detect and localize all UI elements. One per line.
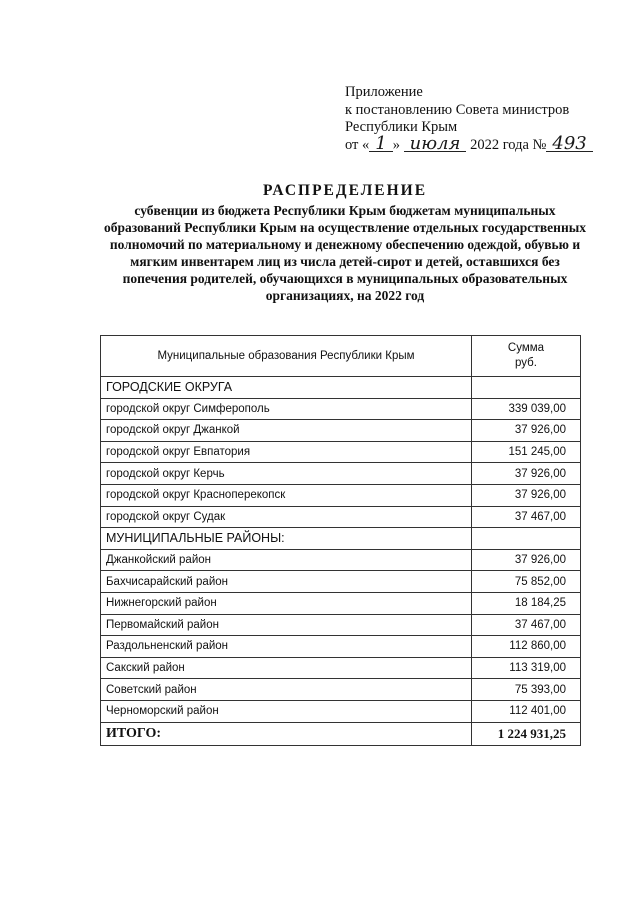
row-amount: 151 245,00 xyxy=(472,441,581,463)
row-name: Советский район xyxy=(101,679,472,701)
appendix-label: Приложение xyxy=(345,84,423,100)
row-amount: 112 860,00 xyxy=(472,636,581,658)
row-name: городской округ Симферополь xyxy=(101,398,472,420)
table-row xyxy=(101,592,581,614)
row-amount: 37 926,00 xyxy=(472,463,581,485)
row-name: городской округ Джанкой xyxy=(101,420,472,442)
row-amount: 113 319,00 xyxy=(472,657,581,679)
row-amount: 37 467,00 xyxy=(472,614,581,636)
row-amount: 37 926,00 xyxy=(472,484,581,506)
table-row xyxy=(101,528,581,550)
document-title xyxy=(95,182,595,304)
table-row xyxy=(101,441,581,463)
row-amount: 37 926,00 xyxy=(472,549,581,571)
row-name: МУНИЦИПАЛЬНЫЕ РАЙОНЫ: xyxy=(101,528,472,550)
appendix-date-line xyxy=(345,132,625,155)
distribution-table xyxy=(100,335,581,746)
total-row xyxy=(101,722,581,745)
row-name: Джанкойский район xyxy=(101,549,472,571)
row-name: ГОРОДСКИЕ ОКРУГА xyxy=(101,377,472,399)
table-row xyxy=(101,571,581,593)
total-label: ИТОГО: xyxy=(101,722,472,745)
header-amount-unit: руб. xyxy=(515,357,537,369)
header-amount xyxy=(472,336,581,377)
row-name: городской округ Евпатория xyxy=(101,441,472,463)
table-row xyxy=(101,679,581,701)
row-name: Первомайский район xyxy=(101,614,472,636)
row-amount: 75 852,00 xyxy=(472,571,581,593)
row-amount: 37 467,00 xyxy=(472,506,581,528)
header-amount-label: Сумма xyxy=(507,342,545,354)
row-amount: 339 039,00 xyxy=(472,398,581,420)
row-name: Сакский район xyxy=(101,657,472,679)
date-month: июля xyxy=(404,137,467,152)
date-day: 1 xyxy=(369,137,392,152)
table-row xyxy=(101,700,581,722)
row-name: Нижнегорский район xyxy=(101,592,472,614)
table-row xyxy=(101,377,581,399)
row-name: городской округ Керчь xyxy=(101,463,472,485)
row-amount xyxy=(472,528,581,550)
title-heading: РАСПРЕДЕЛЕНИЕ xyxy=(262,182,428,199)
date-prefix: от « xyxy=(345,136,370,153)
row-name: городской округ Судак xyxy=(101,506,472,528)
total-amount: 1 224 931,25 xyxy=(472,722,581,745)
row-name: Бахчисарайский район xyxy=(101,571,472,593)
date-mid: » xyxy=(392,136,400,153)
title-subtitle: субвенции из бюджета Республики Крым бюджетам муниципальных образований Республики Крым на осуществление отдельных государственных полномочий по материальному и денежному обеспечению одеждой, обувью и мягким инвентарем лиц из числа детей-сирот и детей, оставшихся без попечения родителей, обучающихся в муниципальных образовательных организациях, на 2022 год xyxy=(103,203,587,303)
appendix-resolution: к постановлению Совета министров xyxy=(345,101,570,118)
row-name: Черноморский район xyxy=(101,700,472,722)
document-number: 493 xyxy=(546,137,592,152)
table-row xyxy=(101,506,581,528)
table-body xyxy=(101,377,581,746)
table-row xyxy=(101,398,581,420)
row-amount: 18 184,25 xyxy=(472,592,581,614)
row-amount: 112 401,00 xyxy=(472,700,581,722)
table-row xyxy=(101,614,581,636)
table-row xyxy=(101,549,581,571)
row-amount xyxy=(472,377,581,399)
row-amount: 37 926,00 xyxy=(472,420,581,442)
table-row xyxy=(101,657,581,679)
table-row xyxy=(101,484,581,506)
row-amount: 75 393,00 xyxy=(472,679,581,701)
table-row xyxy=(101,636,581,658)
table-row xyxy=(101,463,581,485)
appendix-header xyxy=(345,84,625,154)
table-row xyxy=(101,420,581,442)
row-name: городской округ Красноперекопск xyxy=(101,484,472,506)
header-municipality: Муниципальные образования Республики Крым xyxy=(101,336,472,377)
row-name: Раздольненский район xyxy=(101,636,472,658)
date-year: 2022 года № xyxy=(470,136,547,153)
appendix-republic: Республики Крым xyxy=(345,119,458,135)
table-header-row xyxy=(101,336,581,377)
